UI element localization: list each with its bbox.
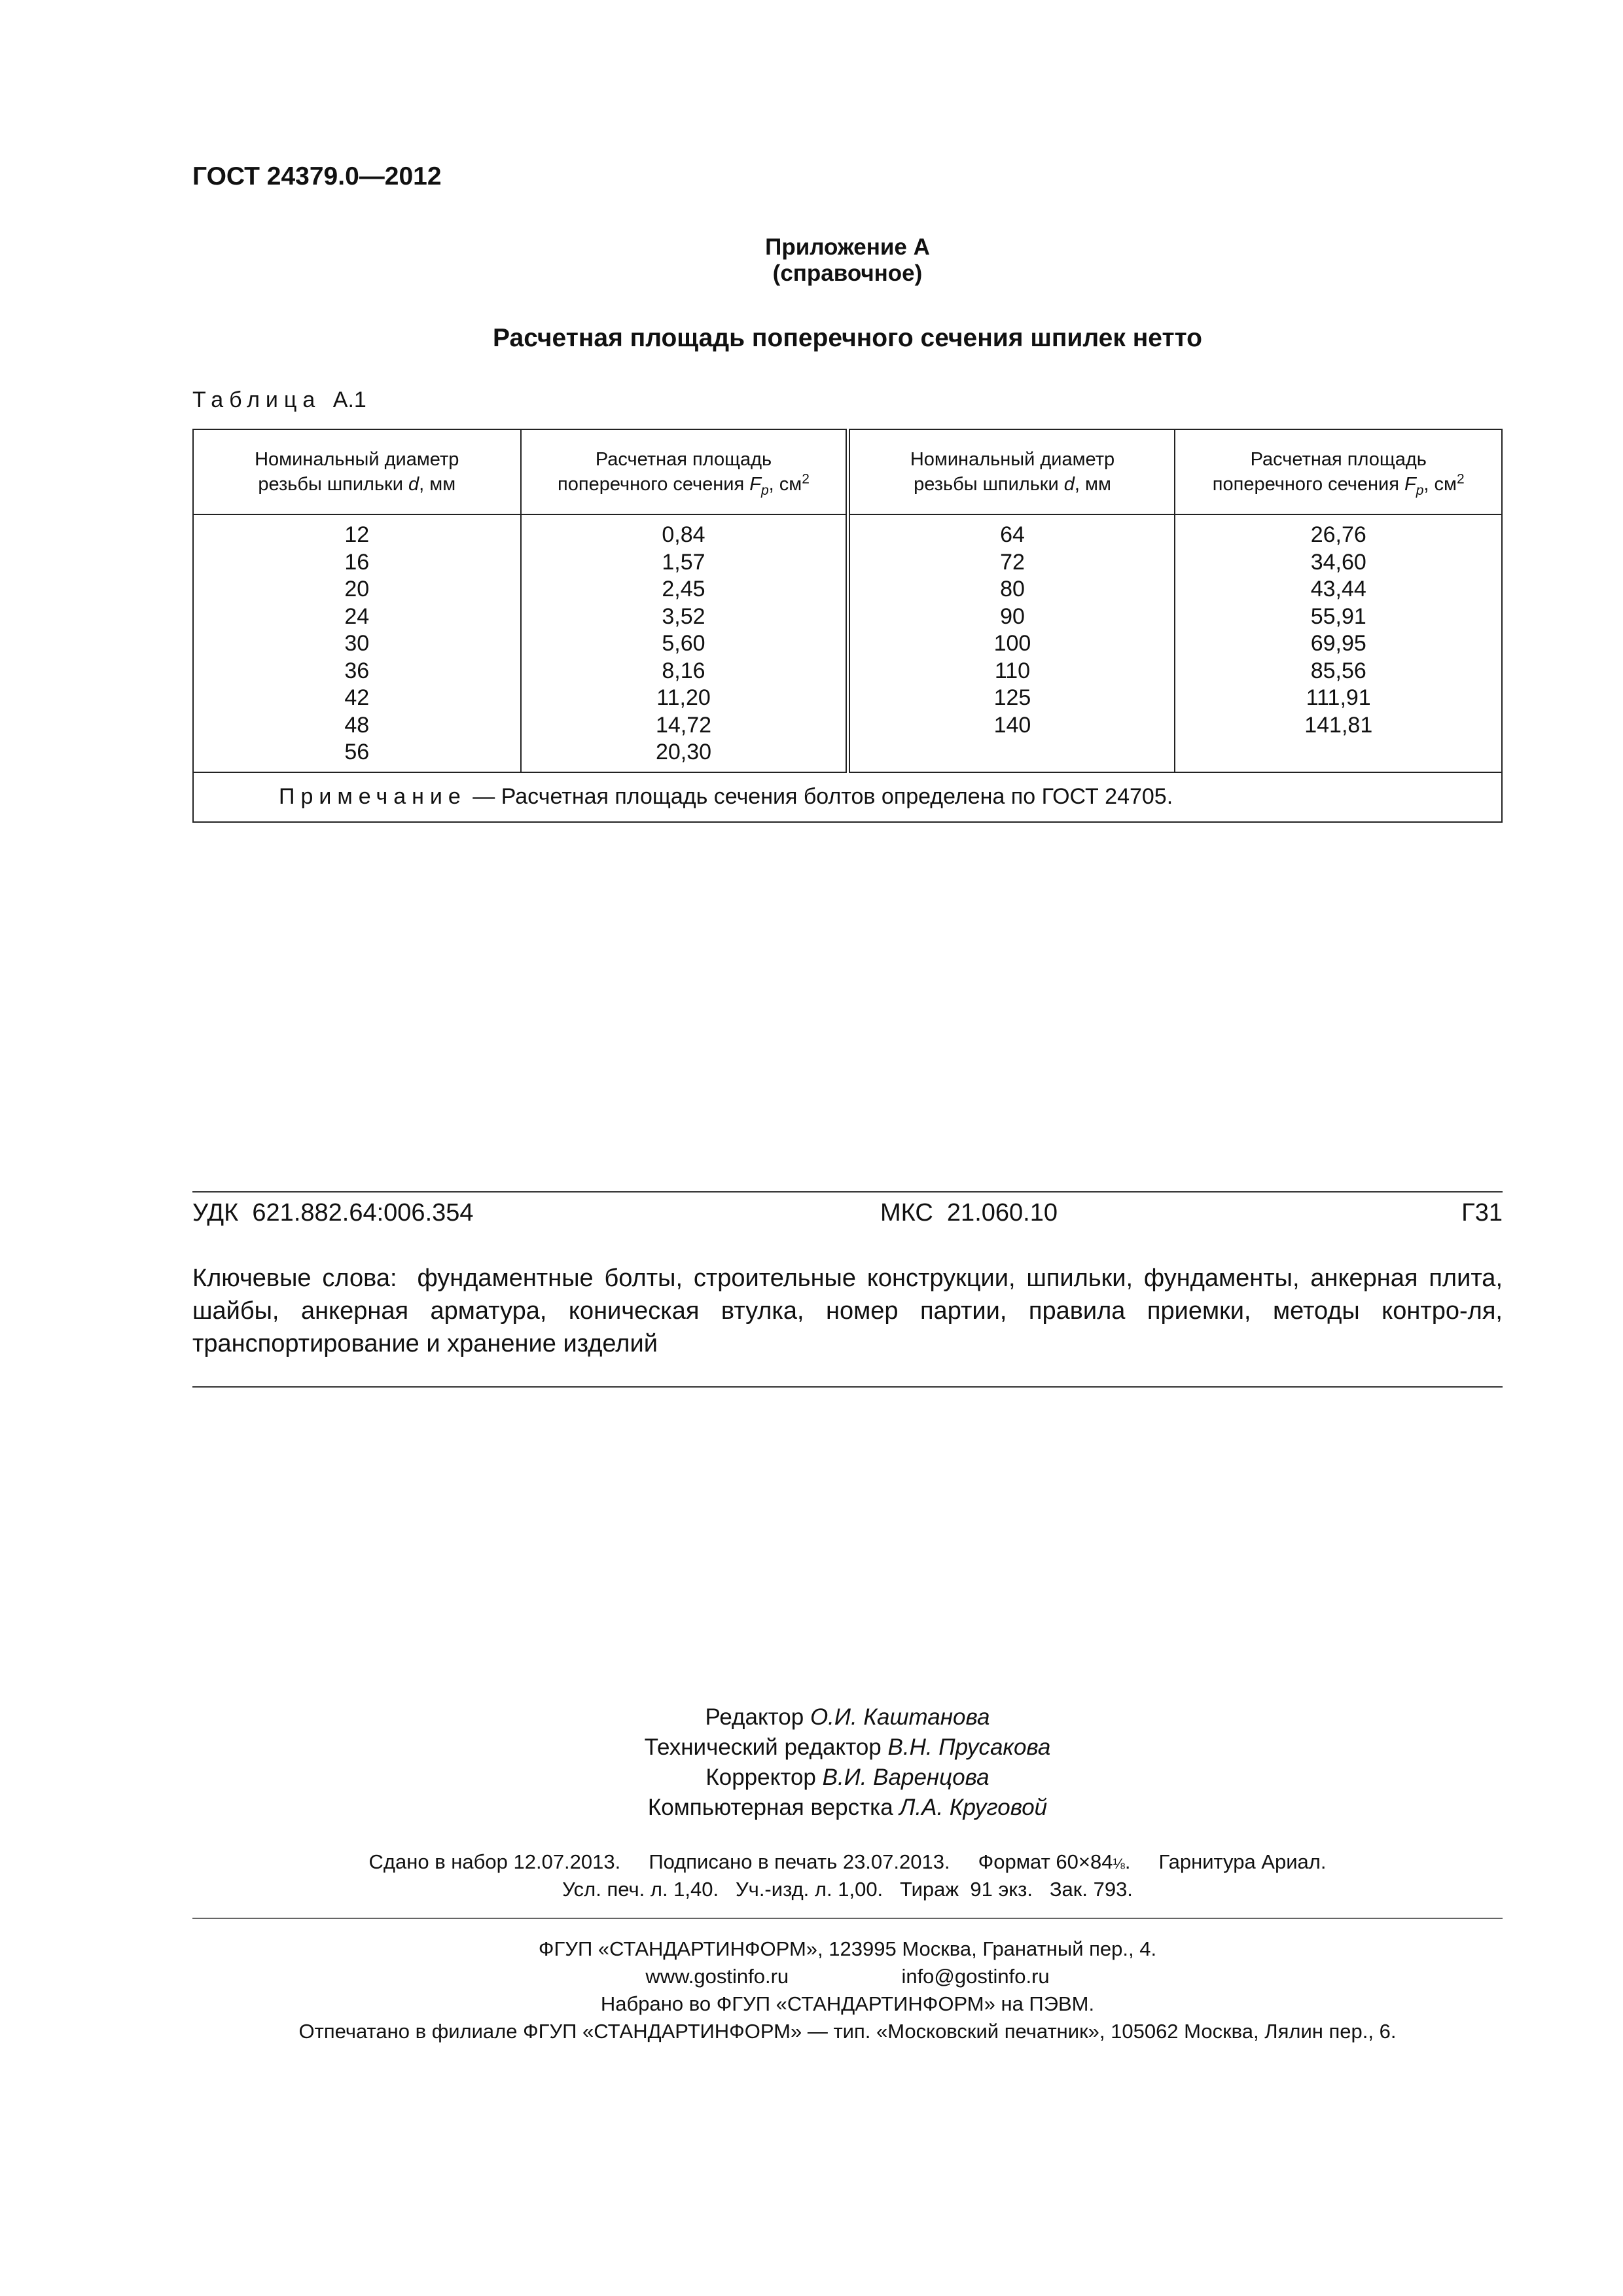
appendix-type: (справочное) bbox=[772, 260, 923, 286]
table-cell-value: 24 bbox=[344, 603, 370, 629]
staff-role: Компьютерная верстка bbox=[647, 1795, 893, 1820]
table-label-number: А.1 bbox=[332, 387, 366, 412]
table-cell-value: 2,45 bbox=[662, 577, 705, 601]
table-cell-value: 140 bbox=[993, 712, 1031, 738]
table-cell-value: 111,91 bbox=[1306, 685, 1371, 710]
table-cell-value: 55,91 bbox=[1310, 603, 1366, 629]
header-text: Номинальный диаметр bbox=[255, 449, 459, 470]
divider-bottom bbox=[192, 1918, 1503, 1919]
column-diameter-left bbox=[193, 514, 521, 772]
table-cell-value: 14,72 bbox=[655, 712, 712, 738]
table-cell-value: 56 bbox=[344, 740, 370, 764]
header-sup: 2 bbox=[802, 471, 810, 487]
header-sub: p bbox=[1416, 482, 1424, 498]
column-area-right bbox=[1175, 514, 1502, 772]
table-cell-value: 43,44 bbox=[1310, 577, 1366, 601]
appendix-label: Приложение А bbox=[765, 234, 930, 260]
header-sup: 2 bbox=[1456, 471, 1465, 487]
table-cell-value: 3,52 bbox=[662, 603, 705, 629]
header-var: d bbox=[408, 474, 419, 495]
print-info-item: Сдано в набор 12.07.2013. bbox=[368, 1850, 621, 1873]
header-diameter-right bbox=[848, 429, 1175, 514]
table-cell-value: 125 bbox=[993, 685, 1031, 710]
keywords-block bbox=[192, 1262, 1503, 1360]
header-unit: , см bbox=[1423, 474, 1457, 495]
header-var: F bbox=[749, 474, 761, 495]
print-info-line2: Усл. печ. л. 1,40. Уч.-изд. л. 1,00. Тираж 91 экз. Зак. 793. bbox=[562, 1878, 1133, 1901]
print-info-line1 bbox=[192, 1850, 1503, 1874]
keywords-label: Ключевые слова: bbox=[192, 1265, 397, 1292]
note-text: — Расчетная площадь сечения болтов определена по ГОСТ 24705. bbox=[466, 784, 1173, 809]
table-cell-value: 5,60 bbox=[662, 631, 705, 656]
header-text: Номинальный диаметр bbox=[910, 449, 1115, 470]
table-cell-value: 20,30 bbox=[655, 740, 712, 764]
column-diameter-right bbox=[848, 514, 1175, 772]
staff-name: О.И. Каштанова bbox=[810, 1704, 990, 1730]
header-text: резьбы шпильки bbox=[914, 474, 1064, 495]
table-cell-value: 8,16 bbox=[662, 658, 705, 683]
header-sub: p bbox=[760, 482, 769, 498]
table-cell-value: 16 bbox=[344, 549, 370, 575]
table-cell-value: 30 bbox=[344, 631, 370, 656]
staff-role: Редактор bbox=[705, 1704, 804, 1730]
data-table bbox=[192, 429, 1503, 823]
header-unit: , мм bbox=[419, 474, 456, 495]
staff-name: В.Н. Прусакова bbox=[887, 1734, 1051, 1760]
staff-name: В.И. Варенцова bbox=[822, 1765, 990, 1790]
staff-role: Технический редактор bbox=[644, 1734, 882, 1760]
publisher-contacts bbox=[192, 1965, 1503, 1988]
header-var: F bbox=[1404, 474, 1416, 495]
staff-name: Л.А. Круговой bbox=[899, 1795, 1048, 1820]
table-note bbox=[193, 772, 1502, 822]
table-body-row bbox=[193, 514, 1502, 772]
udc-code: УДК 621.882.64:006.354 bbox=[192, 1199, 474, 1227]
table-cell-value: 1,57 bbox=[662, 549, 705, 575]
header-text: Расчетная площадь bbox=[595, 449, 772, 470]
header-var: d bbox=[1063, 474, 1075, 495]
table-cell-value: 20 bbox=[344, 577, 370, 601]
table-cell-value: 0,84 bbox=[662, 522, 705, 547]
column-area-left bbox=[521, 514, 848, 772]
header-unit: , см bbox=[768, 474, 802, 495]
header-unit: , мм bbox=[1074, 474, 1111, 495]
divider-keywords bbox=[192, 1386, 1503, 1388]
print-info-item: Гарнитура Ариал. bbox=[1158, 1850, 1327, 1873]
staff-line bbox=[192, 1704, 1503, 1731]
document-code: ГОСТ 24379.0—2012 bbox=[192, 162, 442, 190]
print-info-item: . bbox=[1124, 1850, 1131, 1873]
keywords-text: фундаментные болты, строительные конструкции, шпильки, фундаменты, анкерная плита, шайбы, анкерная арматура, коническая втулка, номер партии, правила приемки, методы контро-ля, транспортирование и хранение изделий bbox=[192, 1265, 1503, 1357]
table-cell-value: 34,60 bbox=[1310, 549, 1366, 575]
table-cell-value: 48 bbox=[344, 712, 370, 738]
header-diameter-left bbox=[193, 429, 521, 514]
table-cell-value: 11,20 bbox=[656, 685, 711, 710]
table-label bbox=[192, 387, 366, 413]
publisher-address: ФГУП «СТАНДАРТИНФОРМ», 123995 Москва, Гранатный пер., 4. bbox=[538, 1937, 1157, 1960]
header-text: Расчетная площадь bbox=[1250, 449, 1427, 470]
table-cell-value: 80 bbox=[1000, 577, 1025, 601]
appendix-title: Расчетная площадь поперечного сечения шпилек нетто bbox=[493, 324, 1202, 352]
staff-line bbox=[192, 1795, 1503, 1821]
publisher-email: info@gostinfo.ru bbox=[901, 1965, 1050, 1988]
header-area-right bbox=[1175, 429, 1502, 514]
staff-line bbox=[192, 1765, 1503, 1791]
table-cell-value: 64 bbox=[1000, 522, 1025, 547]
publisher-printed: Отпечатано в филиале ФГУП «СТАНДАРТИНФОРМ» — тип. «Московский печатник», 105062 Москва, Лялин пер., 6. bbox=[298, 2020, 1397, 2043]
header-text: поперечного сечения bbox=[1212, 474, 1405, 495]
staff-role: Корректор bbox=[705, 1765, 816, 1790]
table-note-row bbox=[193, 772, 1502, 822]
publisher-website: www.gostinfo.ru bbox=[645, 1965, 789, 1988]
table-cell-value: 26,76 bbox=[1310, 522, 1366, 547]
format-fraction: ⅛ bbox=[1113, 1856, 1125, 1872]
table-cell-value: 141,81 bbox=[1304, 712, 1373, 738]
print-info-item: Подписано в печать 23.07.2013. bbox=[649, 1850, 950, 1873]
table-cell-value: 110 bbox=[994, 658, 1031, 683]
table-cell-value: 85,56 bbox=[1310, 658, 1366, 683]
table-cell-value: 12 bbox=[344, 522, 370, 547]
print-info-item: Формат 60×84 bbox=[978, 1850, 1113, 1873]
table-cell-value: 90 bbox=[1000, 603, 1025, 629]
table-cell-value: 72 bbox=[1000, 549, 1025, 575]
table-cell-value: 36 bbox=[344, 658, 370, 683]
header-text: поперечного сечения bbox=[558, 474, 750, 495]
mks-code: МКС 21.060.10 bbox=[880, 1199, 1058, 1227]
divider-top bbox=[192, 1191, 1503, 1193]
table-cell-value: 100 bbox=[993, 631, 1031, 656]
header-area-left bbox=[521, 429, 848, 514]
publisher-typeset: Набрано во ФГУП «СТАНДАРТИНФОРМ» на ПЭВМ. bbox=[600, 1992, 1095, 2015]
header-text: резьбы шпильки bbox=[258, 474, 409, 495]
table-cell-value: 42 bbox=[344, 685, 370, 710]
staff-line bbox=[192, 1734, 1503, 1761]
group-code: Г31 bbox=[1461, 1199, 1503, 1227]
table-header-row bbox=[193, 429, 1502, 514]
table-label-prefix: Таблица bbox=[192, 387, 321, 412]
table-cell-value: 69,95 bbox=[1310, 631, 1366, 656]
note-label: Примечание bbox=[279, 784, 467, 809]
